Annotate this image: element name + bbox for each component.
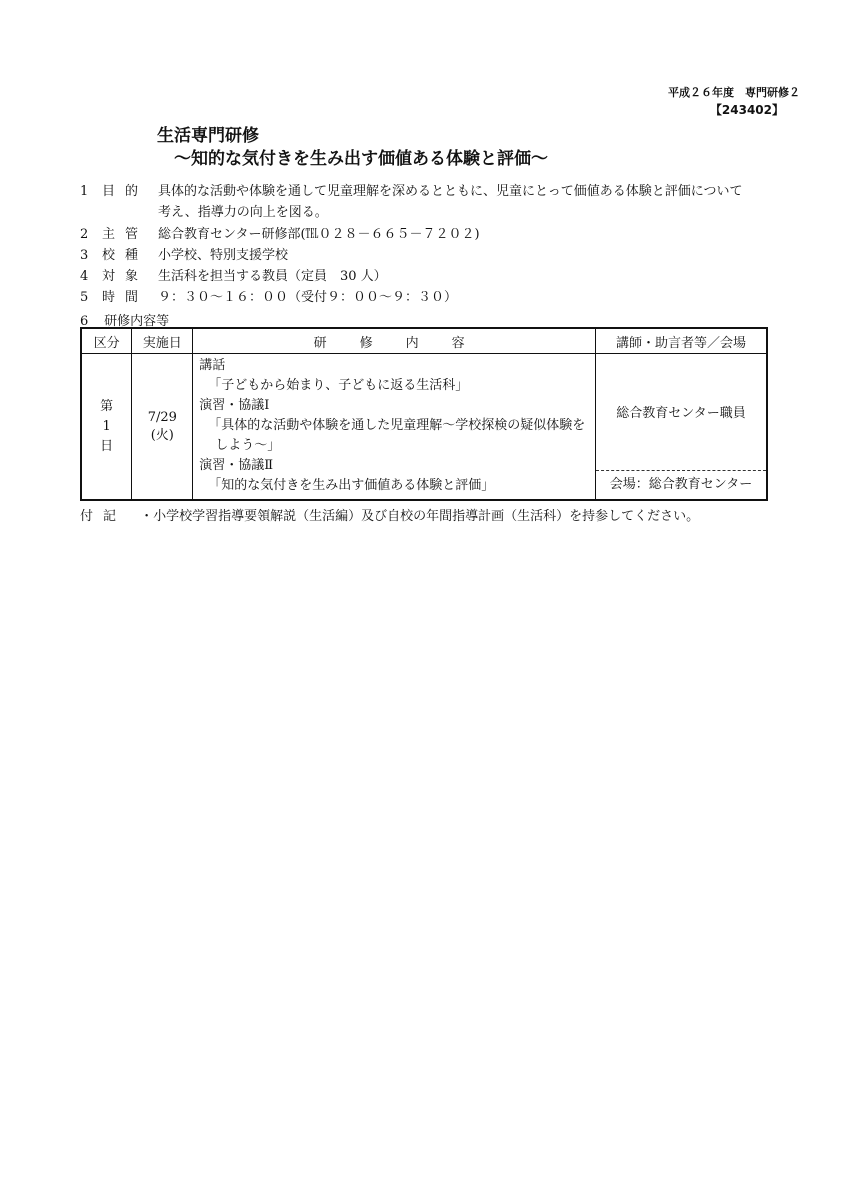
- lecturer-cell: [595, 354, 767, 501]
- header-division: 区分: [81, 328, 132, 354]
- page-title: 生活専門研修: [157, 126, 259, 146]
- item-value: 生活科を担当する教員（定員 30 人）: [158, 269, 387, 284]
- item-value: 総合教育センター研修部(℡０２８－６６５－７２０２): [158, 227, 480, 242]
- section-label: 研修内容等: [104, 314, 170, 329]
- item-purpose-continued: [80, 204, 798, 222]
- item-label: 対象: [102, 269, 149, 284]
- item-organizer: [80, 226, 798, 244]
- item-label: 校種: [102, 248, 149, 263]
- document-code: 【243402】: [709, 103, 784, 117]
- session-title: 演習・協議Ⅰ: [199, 398, 270, 413]
- item-school-type: [80, 247, 798, 265]
- session-description: 「子どもから始まり、子どもに返る生活科」: [208, 378, 469, 393]
- item-number: 3: [80, 248, 89, 263]
- item-number: 2: [80, 227, 89, 242]
- page-subtitle: ～知的な気付きを生み出す価値ある体験と評価～: [174, 149, 548, 169]
- footnote-label: 付記: [80, 509, 127, 524]
- footnote-text: ・小学校学習指導要領解説（生活編）及び自校の年間指導計画（生活科）を持参してください。: [140, 509, 700, 524]
- table-row: [81, 354, 767, 501]
- schedule-table: [80, 327, 768, 501]
- item-number: 4: [80, 269, 89, 284]
- item-value: 小学校、特別支援学校: [158, 248, 289, 263]
- date-value: 7/29: [147, 409, 177, 425]
- header-content: 研 修 内 容: [193, 328, 596, 354]
- day-cell: [81, 354, 132, 501]
- item-target: [80, 268, 798, 286]
- item-label: 目的: [102, 184, 149, 199]
- section-number: 6: [80, 314, 89, 329]
- item-purpose: [80, 183, 798, 201]
- table-header-row: [81, 328, 767, 354]
- document-year-label: 平成２６年度 専門研修２: [668, 86, 800, 99]
- day-suffix: 日: [100, 438, 114, 454]
- item-number: 5: [80, 290, 89, 305]
- footnote: [80, 505, 699, 524]
- item-label: 主管: [102, 227, 149, 242]
- header-date: 実施日: [132, 328, 193, 354]
- session-description: 「知的な気付きを生み出す価値ある体験と評価」: [208, 478, 495, 493]
- lecturer-name: 総合教育センター職員: [616, 406, 746, 421]
- item-value: 考え、指導力の向上を図る。: [158, 205, 328, 220]
- item-time: [80, 289, 798, 307]
- item-number: 1: [80, 184, 89, 199]
- header-lecturer: 講師・助言者等／会場: [595, 328, 767, 354]
- date-weekday: (火): [150, 427, 174, 443]
- day-number: 1: [102, 418, 111, 434]
- venue: 会場：総合教育センター: [596, 470, 766, 499]
- item-label: 時間: [102, 290, 149, 305]
- date-cell: [132, 354, 193, 501]
- session-title: 演習・協議Ⅱ: [199, 458, 274, 473]
- item-value: 具体的な活動や体験を通して児童理解を深めるとともに、児童にとって価値ある体験と評価について: [158, 184, 743, 199]
- session-title: 講話: [199, 358, 226, 373]
- day-prefix: 第: [100, 398, 114, 414]
- content-cell: [193, 354, 596, 501]
- session-description: 「具体的な活動や体験を通した児童理解～学校探検の疑似体験をしよう～」: [208, 418, 586, 453]
- item-value: ９：３０～１６：００（受付９：００～９：３０）: [158, 290, 458, 305]
